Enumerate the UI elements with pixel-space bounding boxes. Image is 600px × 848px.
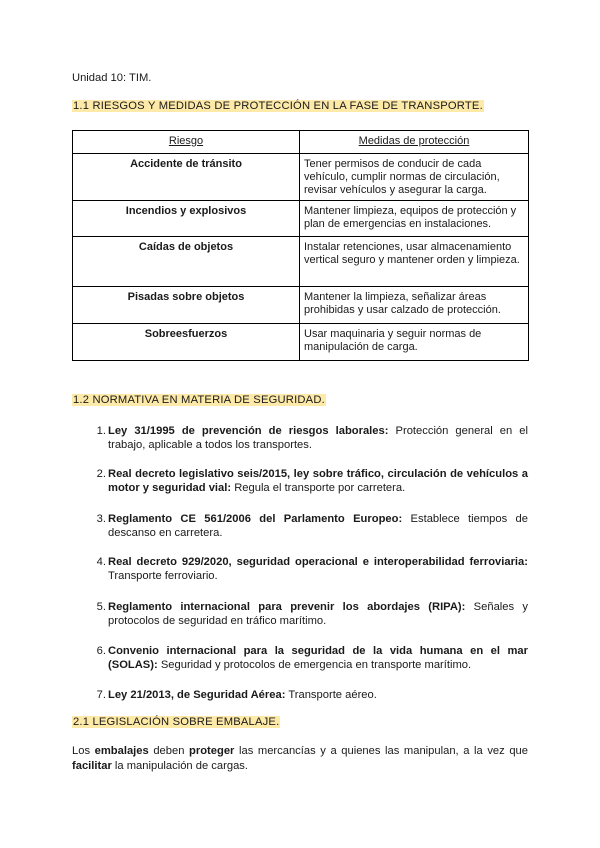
list-item-description: Seguridad y protocolos de emergencia en transporte marítimo. (157, 659, 472, 671)
list-item-number: 3. (96, 513, 106, 525)
section-heading-riesgos (72, 100, 484, 112)
risk-table (72, 130, 529, 361)
table-row (73, 324, 529, 361)
paragraph-text: las mercancías y a quienes las manipulan, a la vez que (234, 745, 528, 757)
paragraph-text: Los (72, 745, 95, 757)
list-item-text (108, 600, 528, 628)
list-item-number: 6. (96, 645, 106, 657)
paragraph-bold-text: embalajes (94, 745, 149, 757)
list-item-description: Regula el transporte por carretera. (231, 482, 406, 494)
list-item-title: Ley 31/1995 de prevención de riesgos laborales: (108, 425, 389, 437)
section-heading-embalaje-text: 2.1 LEGISLACIÓN SOBRE EMBALAJE. (73, 716, 280, 728)
measure-cell: Instalar retenciones, usar almacenamiento vertical seguro y mantener orden y limpieza. (300, 237, 529, 287)
list-item-text (108, 424, 528, 452)
measure-cell: Usar maquinaria y seguir normas de manipulación de carga. (300, 324, 529, 361)
risk-cell: Pisadas sobre objetos (73, 287, 300, 324)
section-heading-normativa (72, 394, 326, 406)
list-item-description: Transporte aéreo. (285, 689, 377, 701)
list-item-text (108, 644, 528, 672)
list-item-description: Protección general en el trabajo, aplicable a todos los transportes. (108, 425, 528, 451)
measure-cell: Tener permisos de conducir de cada vehículo, cumplir normas de circulación, revisar vehículos y asegurar la carga. (300, 154, 529, 201)
paragraph-text: deben (148, 745, 190, 757)
risk-table-header-row (73, 131, 529, 154)
section-heading-normativa-text: 1.2 NORMATIVA EN MATERIA DE SEGURIDAD. (73, 394, 325, 406)
list-item-number: 2. (96, 468, 106, 480)
table-row (73, 154, 529, 201)
list-item-description: Señales y protocolos de seguridad en tráfico marítimo. (108, 601, 528, 627)
section-heading-embalaje (72, 716, 280, 728)
risk-cell: Incendios y explosivos (73, 201, 300, 237)
risk-cell: Caídas de objetos (73, 237, 300, 287)
list-item-text (108, 512, 528, 540)
list-item-title: Reglamento internacional para prevenir los abordajes (RIPA): (108, 601, 466, 613)
packaging-paragraph (72, 744, 528, 774)
list-item-title: Convenio internacional para la seguridad de la vida humana en el mar (SOLAS): (108, 645, 528, 671)
list-item-title: Reglamento CE 561/2006 del Parlamento Europeo: (108, 513, 403, 525)
list-item-title: Real decreto legislativo seis/2015, ley sobre tráfico, circulación de vehículos a motor y seguridad vial: (108, 468, 528, 494)
risk-cell: Sobreesfuerzos (73, 324, 300, 361)
list-item-text (108, 688, 528, 702)
list-item-text (108, 555, 528, 583)
list-item-text (108, 467, 528, 495)
table-row (73, 201, 529, 237)
list-item-description: Transporte ferroviario. (108, 570, 218, 582)
list-item-number: 7. (96, 689, 106, 701)
unit-title: Unidad 10: TIM. (72, 72, 152, 84)
measures-column-header: Medidas de protección (300, 131, 529, 154)
risk-cell: Accidente de tránsito (73, 154, 300, 201)
section-heading-riesgos-text: 1.1 RIESGOS Y MEDIDAS DE PROTECCIÓN EN LA FASE DE TRANSPORTE. (73, 100, 483, 112)
paragraph-bold-text: proteger (189, 745, 235, 757)
list-item-title: Ley 21/2013, de Seguridad Aérea: (108, 689, 286, 701)
list-item-number: 1. (96, 425, 106, 437)
measure-cell: Mantener limpieza, equipos de protección y plan de emergencias en instalaciones. (300, 201, 529, 237)
list-item-number: 4. (96, 556, 106, 568)
measure-cell: Mantener la limpieza, señalizar áreas prohibidas y usar calzado de protección. (300, 287, 529, 324)
list-item-title: Real decreto 929/2020, seguridad operacional e interoperabilidad ferroviaria: (108, 556, 528, 568)
paragraph-text: la manipulación de cargas. (111, 760, 248, 772)
risk-column-header: Riesgo (73, 131, 300, 154)
list-item-description: Establece tiempos de descanso en carretera. (108, 513, 528, 539)
table-row (73, 287, 529, 324)
paragraph-bold-text: facilitar (72, 760, 112, 772)
table-row (73, 237, 529, 287)
list-item-number: 5. (96, 601, 106, 613)
